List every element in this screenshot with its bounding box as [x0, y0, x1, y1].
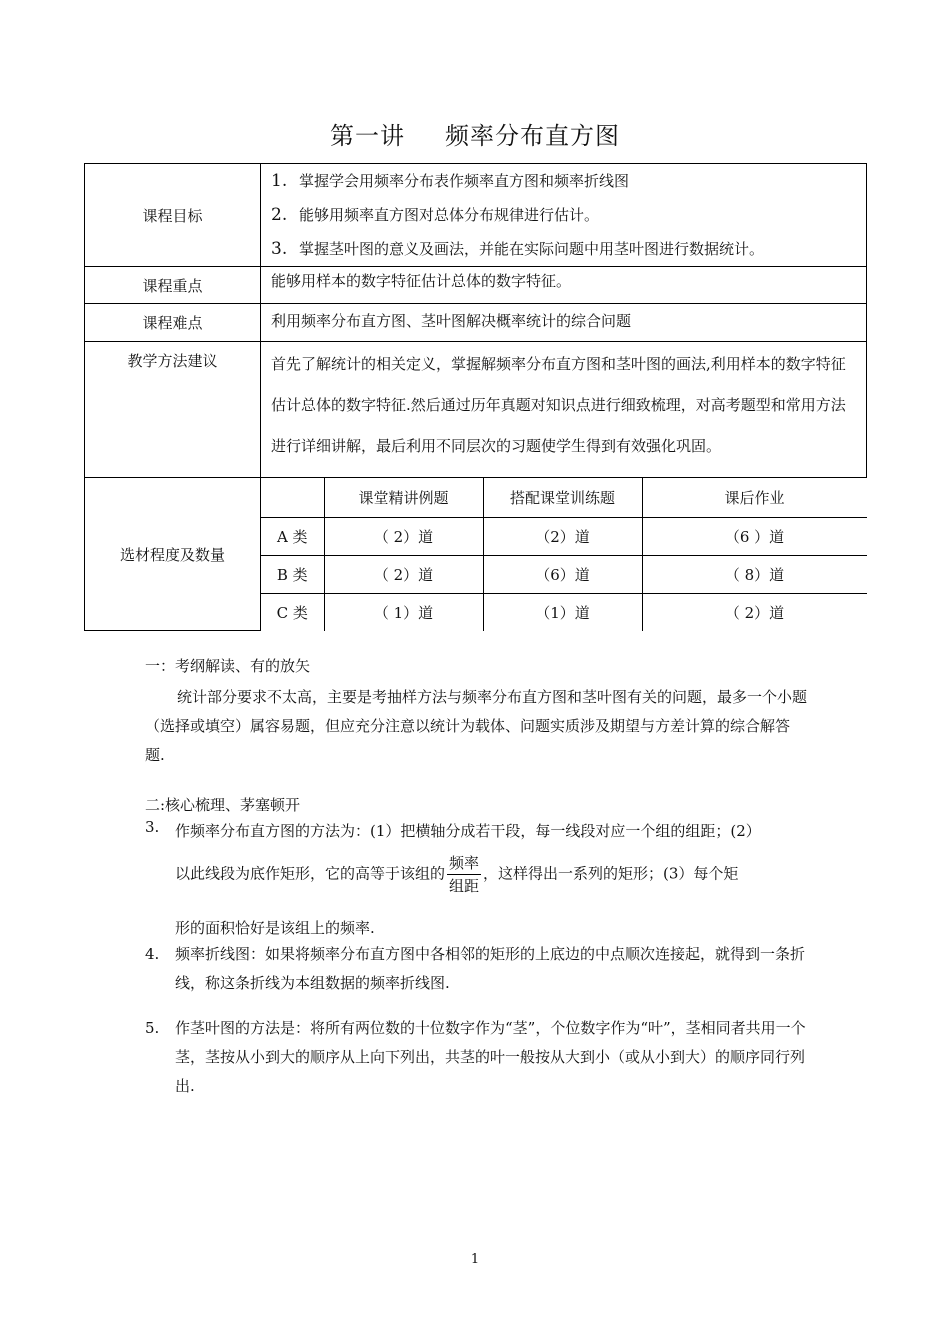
material-header: 课后作业 [642, 478, 867, 517]
item-number: 4. [145, 945, 160, 963]
list-item-4 [145, 940, 807, 998]
material-cell-value: （6 ）道 [642, 517, 867, 555]
material-label: 选材程度及数量 [85, 478, 261, 631]
method-cell [261, 342, 867, 478]
material-row [261, 593, 867, 631]
material-class: A 类 [261, 517, 324, 555]
material-cell-value: （ 2）道 [324, 517, 483, 555]
focus-text: 能够用样本的数字特征估计总体的数字特征。 [261, 267, 867, 304]
page-number: 1 [470, 1252, 480, 1267]
goal-item: 3. 掌握茎叶图的意义及画法，并能在实际问题中用茎叶图进行数据统计。 [271, 239, 765, 259]
goal-item: 2. 能够用频率直方图对总体分布规律进行估计。 [271, 205, 600, 225]
material-cell-value: （ 1）道 [324, 593, 483, 631]
goal-item: 1. 掌握学会用频率分布表作频率直方图和频率折线图 [271, 171, 630, 191]
item3-line2: 以此线段为底作矩形，它的高等于该组的 $\frac{\text{频率}}{\text{组距}}$ ，这样得出一系列的矩形；(3）每个矩 [175, 854, 739, 895]
item3-line1: 作频率分布直方图的方法为：(1）把横轴分成若干段，每一线段对应一个组的组距；(2） [175, 822, 761, 840]
method-label: 教学方法建议 [85, 342, 261, 478]
method-text: 首先了解统计的相关定义，掌握解频率分布直方图和茎叶图的画法,利用样本的数字特征估计总体的数字特征.然后通过历年真题对知识点进行细致梳理，对高考题型和常用方法进行详细讲解，最后利用不同层次的习题使学生得到有效强化巩固。 [271, 355, 846, 455]
difficulty-label: 课程难点 [85, 304, 261, 342]
item5-text: 作茎叶图的方法是：将所有两位数的十位数字作为“茎”，个位数字作为“叶”，茎相同者共用一个茎，茎按从小到大的顺序从上向下列出，共茎的叶一般按从大到小（或从小到大）的顺序同行列出. [175, 1019, 806, 1095]
list-item-5 [145, 1014, 807, 1101]
goals-cell [261, 164, 867, 267]
goals-label: 课程目标 [85, 164, 261, 267]
course-table [84, 163, 867, 631]
section2-heading: 二:核心梳理、茅塞顿开 [145, 796, 301, 814]
material-header: 搭配课堂训练题 [483, 478, 642, 517]
material-row [261, 555, 867, 593]
list-item-3 [145, 818, 807, 941]
item-number: 5. [145, 1019, 160, 1037]
frequency-over-interval-fraction: $\frac{\text{频率}}{\text{组距}}$ [449, 854, 480, 895]
material-cell-value: （ 8）道 [642, 555, 867, 593]
item4-text: 频率折线图：如果将频率分布直方图中各相邻的矩形的上底边的中点顺次连接起，就得到一条折线，称这条折线为本组数据的频率折线图. [175, 945, 806, 992]
title-lecture: 第一讲 [330, 122, 405, 150]
item3-line3: 形的面积恰好是该组上的频率. [175, 919, 375, 937]
section1-heading: 一：考纲解读、有的放矢 [145, 657, 311, 675]
material-table [261, 478, 867, 631]
material-cell [261, 478, 867, 631]
item-number: 3. [145, 818, 160, 836]
material-cell-value: （ 2）道 [324, 555, 483, 593]
page-title [0, 116, 950, 151]
title-topic: 频率分布直方图 [445, 122, 620, 150]
material-cell-value: （6）道 [483, 555, 642, 593]
material-row [261, 517, 867, 555]
material-class: B 类 [261, 555, 324, 593]
material-cell-value: （ 2）道 [642, 593, 867, 631]
material-header: 课堂精讲例题 [324, 478, 483, 517]
section1-paragraph: 统计部分要求不太高，主要是考抽样方法与频率分布直方图和茎叶图有关的问题，最多一个小题（选择或填空）属容易题，但应充分注意以统计为载体、问题实质涉及期望与方差计算的综合解答题. [145, 688, 808, 764]
material-corner [261, 478, 324, 517]
difficulty-text: 利用频率分布直方图、茎叶图解决概率统计的综合问题 [261, 304, 867, 342]
material-cell-value: （2）道 [483, 517, 642, 555]
material-class: C 类 [261, 593, 324, 631]
focus-label: 课程重点 [85, 267, 261, 304]
material-cell-value: （1）道 [483, 593, 642, 631]
